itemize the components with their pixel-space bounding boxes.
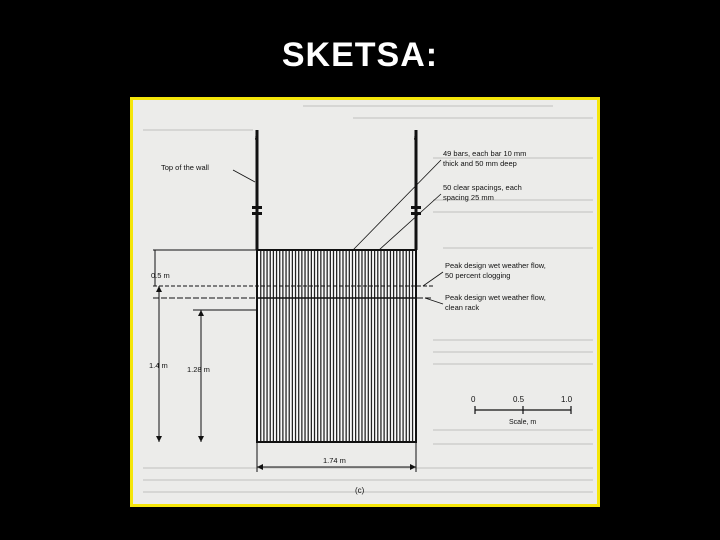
rack-bar — [314, 251, 315, 441]
rack-bar — [263, 251, 264, 441]
bars-label-line1: 49 bars, each bar 10 mm — [443, 149, 527, 158]
dim-width-label: 1.74 m — [323, 456, 346, 465]
rod-break-symbol-right: ≈ — [411, 135, 420, 140]
dim-14-arrow-bottom — [156, 436, 162, 442]
rack-bar — [260, 251, 261, 441]
rack-bar — [330, 251, 331, 441]
rack-bar — [374, 251, 375, 441]
dim-14-arrow-top — [156, 286, 162, 292]
scale-bar — [471, 395, 573, 426]
dim-width-arrow-left — [257, 464, 263, 470]
rack-bar — [298, 251, 299, 441]
spacing-label-line2: spacing 25 mm — [443, 193, 494, 202]
rack-bar — [311, 251, 312, 441]
rack-bars — [260, 251, 413, 441]
rack-bar — [377, 251, 378, 441]
rack-bar — [352, 251, 353, 441]
rack-bar — [270, 251, 271, 441]
rack-bar — [409, 251, 410, 441]
dim-width-arrow-right — [410, 464, 416, 470]
rack-bar — [387, 251, 388, 441]
flow-clean-line2: clean rack — [445, 303, 480, 312]
dim-128-arrow-top — [198, 310, 204, 316]
dim-128-label: 1.28 m — [187, 365, 210, 374]
rack-bar — [368, 251, 369, 441]
rack-bar — [402, 251, 403, 441]
flow-clean-line1: Peak design wet weather flow, — [445, 293, 546, 302]
rack-bar — [276, 251, 277, 441]
diagram-frame — [130, 97, 600, 507]
rack-bar — [327, 251, 328, 441]
top-of-wall-leader — [233, 170, 255, 182]
spacing-leader — [379, 194, 441, 250]
rack-bar — [355, 251, 356, 441]
rack-bar — [412, 251, 413, 441]
rack-bar — [289, 251, 290, 441]
scale-tick-05: 0.5 — [513, 395, 525, 404]
rod-break-marks — [252, 206, 421, 215]
slide-title: SKETSA: — [281, 36, 439, 74]
rack-bar — [336, 251, 337, 441]
rack-bar — [383, 251, 384, 441]
rack-bar — [282, 251, 283, 441]
rack-bar — [304, 251, 305, 441]
rack-bar — [346, 251, 347, 441]
rack-bar — [333, 251, 334, 441]
rack-bar — [390, 251, 391, 441]
flow-clogged-line1: Peak design wet weather flow, — [445, 261, 546, 270]
scale-caption: Scale, m — [509, 419, 537, 426]
bar-rack-diagram — [133, 100, 597, 504]
rack-bar — [380, 251, 381, 441]
rack-bar — [266, 251, 267, 441]
rack-bar — [358, 251, 359, 441]
rack-bar — [399, 251, 400, 441]
bars-leader — [353, 160, 441, 250]
dim-05-label: 0.5 m — [151, 271, 170, 280]
figure-label: (c) — [355, 486, 365, 495]
rack-bar — [317, 251, 318, 441]
scale-tick-10: 1.0 — [561, 395, 573, 404]
rack-bar — [396, 251, 397, 441]
flow-clogged-leader — [423, 272, 443, 286]
rack-bar — [406, 251, 407, 441]
flow-clean-leader — [425, 298, 443, 304]
dim-128-arrow-bottom — [198, 436, 204, 442]
rack-bar — [364, 251, 365, 441]
rack-bar — [292, 251, 293, 441]
bars-label-line2: thick and 50 mm deep — [443, 159, 517, 168]
top-of-wall-label: Top of the wall — [161, 163, 209, 172]
rack-bar — [273, 251, 274, 441]
rod-break-symbol-left: ≈ — [252, 135, 261, 140]
rack-bar — [361, 251, 362, 441]
rack-bar — [279, 251, 280, 441]
rack-bar — [349, 251, 350, 441]
rack-bar — [320, 251, 321, 441]
flow-clogged-line2: 50 percent clogging — [445, 271, 511, 280]
dim-14-label: 1.4 m — [149, 361, 168, 370]
rack-bar — [285, 251, 286, 441]
rack-bar — [323, 251, 324, 441]
rack-bar — [342, 251, 343, 441]
rack-bar — [308, 251, 309, 441]
rack-bar — [339, 251, 340, 441]
wall-rods — [257, 130, 416, 250]
rack-bar — [301, 251, 302, 441]
spacing-label-line1: 50 clear spacings, each — [443, 183, 522, 192]
scale-tick-0: 0 — [471, 395, 476, 404]
rack-bar — [295, 251, 296, 441]
rack-bar — [393, 251, 394, 441]
rack-bar — [371, 251, 372, 441]
